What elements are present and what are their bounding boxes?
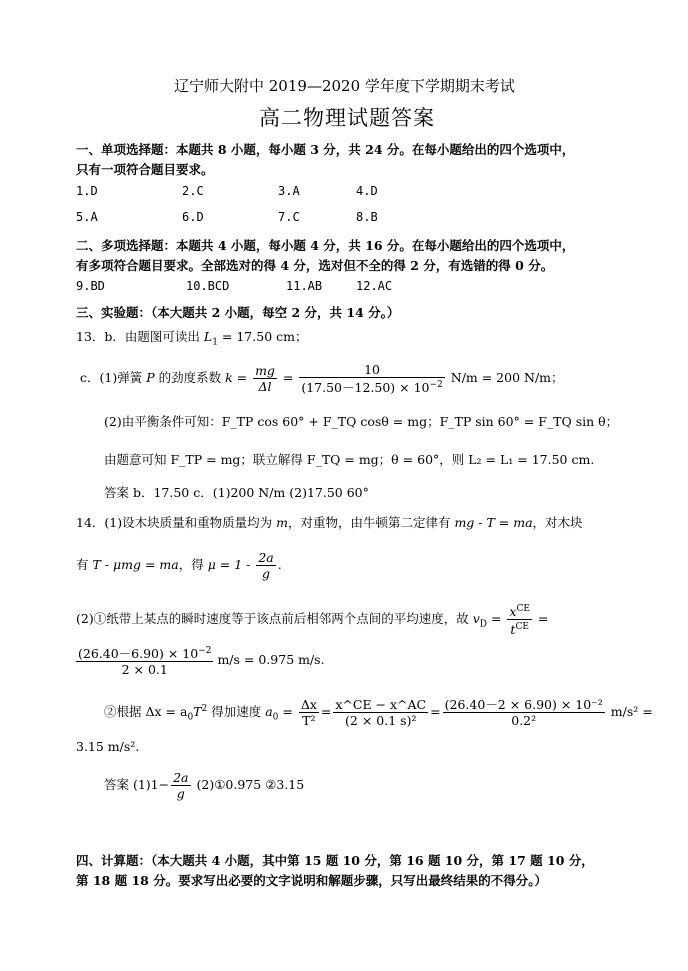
q13-c1-spring-symbol: P: [146, 370, 155, 386]
q14-p1l2-end: .: [277, 557, 282, 572]
q14-p2-numerator-sup: CE: [516, 604, 530, 614]
answer-cell: 3.A: [278, 184, 300, 198]
q14-p3-T-sup: 2: [201, 703, 208, 714]
answer-cell: 12.AC: [356, 279, 393, 293]
q14-p2l2-numerator: (26.40－6.90) × 10: [78, 646, 199, 662]
q14-p1-equation: mg - T = ma: [454, 515, 533, 530]
doc-title: 高二物理试题答案: [259, 106, 435, 130]
q14-p1l2-denominator: g: [262, 566, 271, 581]
answer-cell: 6.D: [182, 210, 204, 224]
q13-b-prefix: 13．b．由题图可读出: [76, 329, 204, 344]
q14-answer-a: 答案 (1)1−: [104, 777, 170, 792]
q13-part-b: [76, 329, 307, 351]
q14-p3-eq: =: [278, 704, 297, 719]
q14-p3-a-sub: 0: [187, 712, 194, 723]
q14-p1l2-equation: T - μmg = ma: [92, 557, 179, 572]
q13-c1-prefix: c．(1)弹簧: [80, 370, 147, 386]
q14-part3-line: ②根据 $\Delta x = a_0T^2$ 得加速度 $a_0$ = $\frac{\Delta x}{\text{T²}}$ = $\frac{x\^{}CE - x\^{}AC}{\text{(2 × 0.1 s)²}}$ = $\frac{\text{(26.40－2 × 6.90) × 10⁻²}}{\text{0.2²}}$ m/s² =: [104, 697, 653, 728]
q14-p3-f3-numerator: (26.40－2 × 6.90) × 10⁻²: [444, 697, 603, 712]
answer-cell: 10.BCD: [186, 279, 230, 293]
answer-cell: 4.D: [356, 184, 378, 198]
q14-p3-f3-denominator: 0.2²: [511, 713, 537, 728]
q14-part1-line2: [76, 550, 282, 581]
q14-p3-text-a: ②根据 Δx = a: [104, 704, 188, 719]
q14-p1l2-mu: μ = 1 -: [207, 557, 255, 572]
q14-p3-fraction1: [299, 697, 319, 728]
section1-heading-line2: 只有一项符合题目要求。: [76, 162, 214, 177]
q13-b-subscript: 1: [212, 337, 218, 348]
school-exam-line: 辽宁师大附中 2019—2020 学年度下学期期末考试: [174, 77, 515, 95]
q14-p3-f1-numerator: Δx: [300, 697, 317, 712]
q14-part2-line1: [76, 602, 548, 637]
q13-c1-fraction1: [253, 363, 277, 394]
answer-cell: 11.AB: [286, 279, 323, 293]
q13-b-value: = 17.50 cm；: [217, 329, 308, 344]
q13-part-c1: [80, 362, 564, 395]
q14-p1-text-b: ，对重物，由牛顿第二定律有: [287, 515, 455, 530]
q14-answer-denominator: g: [176, 786, 185, 801]
q13-c1-eq: =: [232, 370, 252, 386]
q14-p2-eq: =: [486, 611, 506, 627]
answer-cell: 8.B: [356, 210, 378, 224]
q14-p2l2-numerator-sup: −2: [198, 646, 212, 656]
q14-p1l2-text-a: 有: [76, 557, 93, 572]
q14-answer-fraction: [171, 770, 190, 801]
q14-p2-denominator-sup: CE: [515, 622, 529, 633]
answer-cell: 9.BD: [76, 279, 105, 293]
q13-c1-frac2-denominator: (17.50－12.50) × 10: [301, 380, 430, 396]
q14-p1-mass-symbol: m: [276, 515, 288, 530]
section3-heading: 三、实验题：（本大题共 2 小题，每空 2 分，共 14 分。）: [76, 305, 400, 320]
q13-c1-result: N/m = 200 N/m；: [446, 370, 564, 386]
q14-p3-a0: a: [265, 704, 273, 719]
q14-p2l2-denominator: 2 × 0.1: [121, 662, 168, 678]
q14-answer-b: (2)①0.975 ②3.15: [192, 777, 305, 792]
section1-heading-line1: 一、单项选择题：本题共 8 小题，每小题 3 分，共 24 分。在每小题给出的四个选项中，: [76, 142, 575, 157]
q14-p2l2-result: m/s = 0.975 m/s.: [213, 652, 325, 668]
answer-cell: 2.C: [182, 184, 204, 198]
q14-p1l2-numerator: 2a: [258, 550, 274, 565]
q14-p3-f2-numerator: x^CE − x^AC: [335, 697, 427, 712]
q14-p2-velocity-symbol: v: [472, 611, 480, 627]
q13-c1-frac2-exponent: −2: [429, 380, 443, 390]
q14-p3-T: T: [193, 704, 202, 719]
q14-p2-fraction: [507, 602, 532, 637]
q13-c1-mid: 的劲度系数: [154, 370, 226, 386]
q14-part3-result: 3.15 m/s².: [76, 739, 140, 754]
q14-p2-denominator: t: [510, 622, 516, 638]
q14-p3-f2-denominator: (2 × 0.1 s)²: [345, 713, 417, 728]
q13-part-c3: 由题意可知 F_TP = mg；联立解得 F_TQ = mg；θ = 60°，则 L₂ = L₁ = 17.50 cm.: [104, 452, 595, 467]
q14-p1-text-a: 14．(1)设木块质量和重物质量均为: [76, 515, 277, 530]
section4-heading-line2: 第 18 题 18 分。要求写出必要的文字说明和解题步骤，只写出最终结果的不得分。）: [76, 873, 547, 888]
q14-answer-numerator: 2a: [173, 770, 189, 785]
q14-p3-text-c: 得加速度: [207, 704, 266, 719]
q13-c1-frac1-denominator: Δl: [258, 379, 272, 395]
q13-c1-fraction2: [299, 362, 444, 395]
q14-p2-velocity-subscript: D: [479, 619, 487, 630]
q13-c1-eq2: =: [278, 370, 298, 386]
answer-cell: 7.C: [278, 210, 300, 224]
q14-part1-line1: [76, 515, 583, 531]
section4-heading-line1: 四、计算题：（本大题共 4 小题，其中第 15 题 10 分，第 16 题 10 分，第 17 题 10 分，: [76, 853, 594, 868]
q14-p3-f1-denominator: T²: [302, 713, 316, 728]
q14-p1l2-text-b: ，得: [178, 557, 208, 572]
q14-p2l2-fraction: [76, 644, 213, 677]
q14-p1l2-fraction: [256, 550, 275, 581]
q14-answer: [104, 770, 304, 801]
q14-p3-fraction2: [333, 697, 428, 728]
section2-heading-line2: 有多项符合题目要求。全部选对的得 4 分，选对但不全的得 2 分，有选错的得 0 分。: [76, 258, 554, 273]
answer-cell: 5.A: [76, 210, 98, 224]
q14-p3-tail: m/s² =: [606, 704, 653, 719]
answer-cell: 1.D: [76, 184, 98, 198]
q13-answer: 答案 b．17.50 c．(1)200 N/m (2)17.50 60°: [104, 485, 369, 500]
q13-c1-k-symbol: k: [225, 370, 233, 386]
q14-p1-text-c: ，对木块: [532, 515, 583, 530]
q14-p2-end: =: [533, 611, 549, 627]
q14-p3-fraction3: [443, 697, 605, 728]
q14-p2-numerator: x: [509, 604, 517, 620]
q13-b-symbol: L: [203, 329, 213, 344]
q14-p3-a0-sub: 0: [272, 712, 279, 723]
q13-c1-frac1-numerator: mg: [255, 363, 275, 379]
q14-part2-line2: [76, 644, 325, 677]
q13-c1-frac2-numerator: 10: [299, 362, 444, 378]
q13-part-c2: (2)由平衡条件可知：F_TP cos 60° + F_TQ cosθ = mg；F_TP sin 60° = F_TQ sin θ；: [104, 414, 619, 429]
q14-p2-text: (2)①纸带上某点的瞬时速度等于该点前后相邻两个点间的平均速度，故: [76, 611, 473, 627]
section2-heading-line1: 二、多项选择题：本题共 4 小题，每小题 4 分，共 16 分。在每小题给出的四个选项中，: [76, 238, 575, 253]
